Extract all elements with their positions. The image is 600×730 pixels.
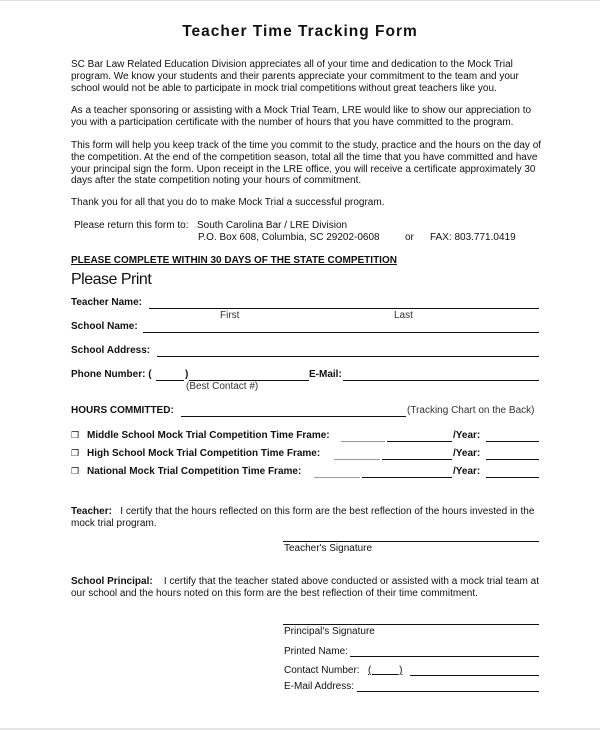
phone-area-code-field[interactable]	[156, 380, 184, 381]
printed-name-field[interactable]	[350, 656, 539, 657]
printed-name-label: Printed Name:	[284, 646, 348, 657]
principal-cert-text: I certify that the teacher stated above conducted or assisted with a mock trial team at our school and the hours noted on this form are the best reflection of their time commitment.	[71, 576, 540, 599]
checkbox[interactable]: ❒	[71, 466, 80, 476]
national-year-field[interactable]	[486, 477, 539, 478]
return-address-line2: P.O. Box 608, Columbia, SC 29202-0608	[198, 232, 380, 243]
thanks-paragraph: Thank you for all that you do to make Mock Trial a successful program.	[71, 197, 385, 208]
email-address-label: E-Mail Address:	[284, 681, 355, 692]
national-timeframe-field[interactable]	[314, 477, 360, 478]
email-field[interactable]	[343, 380, 539, 381]
timeframe-underline	[387, 441, 452, 442]
hours-committed-label: HOURS COMMITTED:	[71, 405, 174, 416]
last-name-hint: Last	[394, 310, 413, 321]
principal-certification	[71, 576, 541, 600]
national-label: National Mock Trial Competition Time Frame:	[87, 466, 302, 477]
fax-number: FAX: 803.771.0419	[430, 232, 516, 243]
return-label: Please return this form to:	[74, 220, 189, 231]
phone-close-paren: )	[185, 369, 189, 380]
timeframe-underline	[362, 477, 452, 478]
contact-area-code-field[interactable]: ( )	[368, 665, 403, 676]
best-contact-hint: (Best Contact #)	[186, 381, 259, 392]
school-name-field[interactable]	[143, 332, 539, 333]
principal-signature-field[interactable]	[283, 624, 539, 625]
deadline-notice: PLEASE COMPLETE WITHIN 30 DAYS OF THE STATE COMPETITION	[71, 255, 397, 266]
school-address-label: School Address:	[71, 345, 151, 356]
middle-school-timeframe-field[interactable]	[341, 441, 385, 442]
form-title: Teacher Time Tracking Form	[182, 23, 418, 40]
school-address-field[interactable]	[157, 356, 539, 357]
contact-number-label: Contact Number:	[284, 665, 360, 676]
instructions-paragraph: This form will help you keep track of the time you commit to the study, practice and the hours on the day of the competition. At the end of the competition season, total all the time that you have committed and have your principal sign the form. Upon receipt in the LRE office, you will receive a certificate approximately 30 days after the state competition noting your hours of commitment.	[71, 140, 542, 187]
teacher-certification	[71, 506, 541, 530]
teacher-cert-text: I certify that the hours reflected on this form are the best reflection of the hours invested in the mock trial program.	[71, 506, 535, 529]
tracking-chart-note: (Tracking Chart on the Back)	[407, 405, 535, 416]
email-label: E-Mail:	[309, 369, 342, 380]
school-name-label: School Name:	[71, 321, 138, 332]
middle-school-year-field[interactable]	[486, 441, 539, 442]
teacher-name-field[interactable]	[149, 308, 539, 309]
checkbox[interactable]: ❒	[71, 448, 80, 458]
intro-paragraph: SC Bar Law Related Education Division appreciates all of your time and dedication to the Mock Trial program. We know your students and their parents appreciate your commitment to the team and your school would not be able to participate in mock trial competitions without great teachers like you.	[71, 59, 519, 94]
principal-signature-label: Principal's Signature	[284, 626, 375, 637]
middle-school-year-label: /Year:	[453, 430, 481, 441]
teacher-cert-label: Teacher:	[71, 506, 112, 517]
please-print-heading: Please Print	[71, 271, 152, 288]
national-year-label: /Year:	[453, 466, 481, 477]
timeframe-underline	[382, 459, 452, 460]
checkbox[interactable]: ❒	[71, 430, 80, 440]
high-school-timeframe-field[interactable]	[334, 459, 380, 460]
teacher-signature-field[interactable]	[283, 541, 539, 542]
return-address-line1: South Carolina Bar / LRE Division	[197, 220, 348, 231]
teacher-name-label: Teacher Name:	[71, 297, 142, 308]
high-school-year-label: /Year:	[453, 448, 481, 459]
email-address-field[interactable]	[357, 691, 539, 692]
high-school-label: High School Mock Trial Competition Time Frame:	[87, 448, 321, 459]
phone-label: Phone Number: (	[71, 369, 152, 380]
certificate-paragraph: As a teacher sponsoring or assisting with a Mock Trial Team, LRE would like to show our appreciation to you with a participation certificate with the number of hours that you have committed to the program.	[71, 105, 532, 128]
hours-committed-field[interactable]	[181, 416, 406, 417]
principal-cert-label: School Principal:	[71, 576, 153, 587]
middle-school-label: Middle School Mock Trial Competition Time Frame:	[87, 430, 330, 441]
contact-number-field[interactable]	[410, 675, 539, 676]
high-school-year-field[interactable]	[486, 459, 539, 460]
or-text: or	[405, 232, 414, 243]
teacher-signature-label: Teacher's Signature	[284, 543, 373, 554]
first-name-hint: First	[220, 310, 240, 321]
